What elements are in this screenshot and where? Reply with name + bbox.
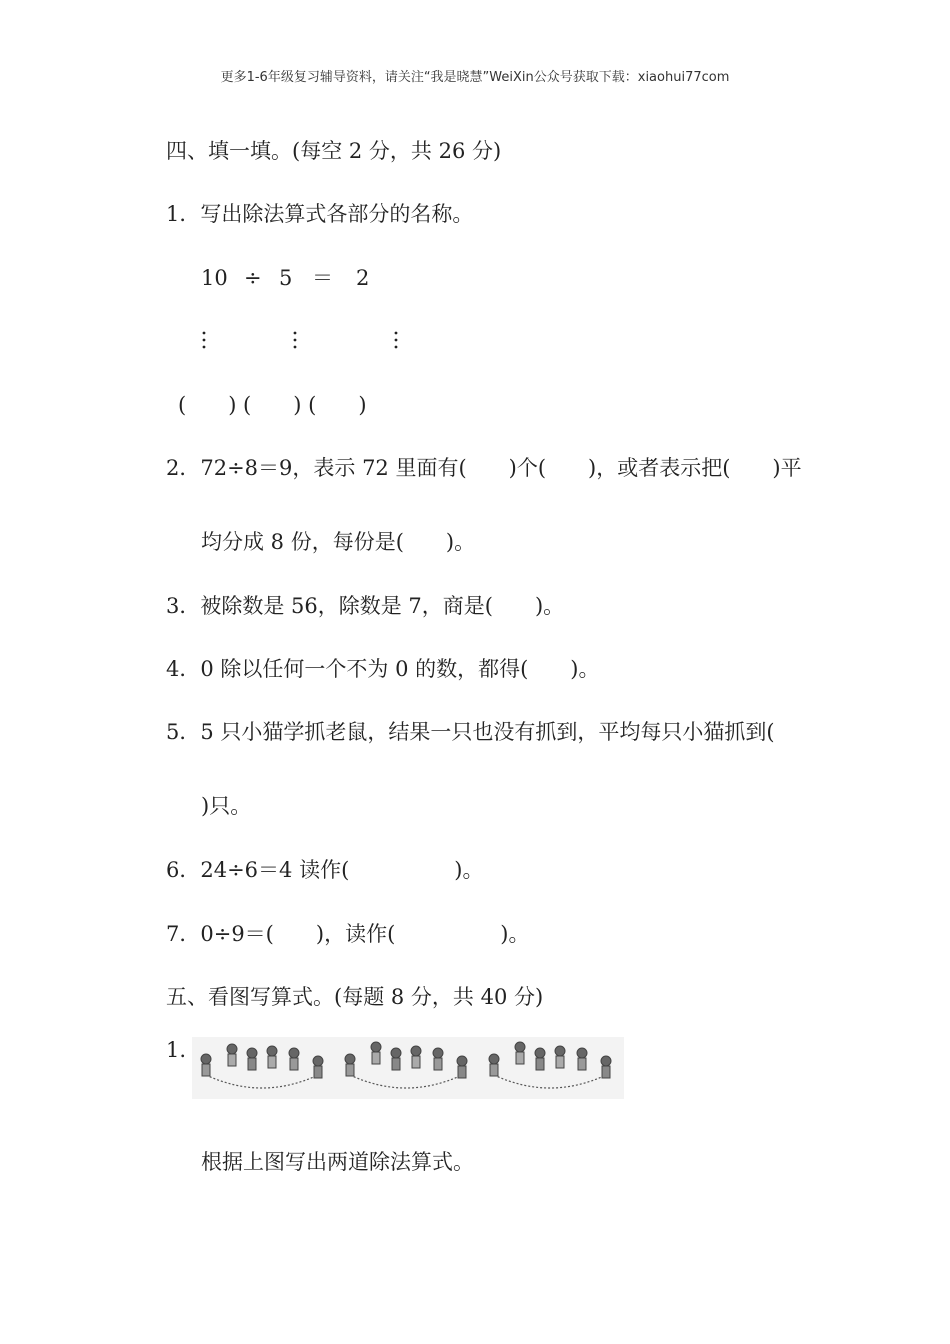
section-5-title: 五、看图写算式。(每题 8 分，共 40 分) [166,985,544,1009]
question-5-1-label: 1. [166,1038,187,1062]
child-figure [433,1048,443,1058]
pointer-dot [294,332,297,335]
section-4-title: 四、填一填。(每空 2 分，共 26 分) [166,139,502,163]
question-4-7: 7．0÷9＝( )，读作( )。 [166,922,530,946]
question-4-3: 3．被除数是 56，除数是 7，商是( )。 [166,594,565,618]
child-figure [201,1054,211,1064]
equation-equals: ＝ [312,266,333,290]
pointer-dots [196,330,416,352]
equation-dividend: 10 [201,266,228,290]
child-figure [313,1056,323,1066]
child-figure [489,1054,499,1064]
child-figure [515,1042,525,1052]
question-4-2-line-1: 2．72÷8＝9，表示 72 里面有( )个( )，或者表示把( )平 [166,456,802,480]
pointer-dot [395,346,398,349]
pointer-dot [294,346,297,349]
child-figure [371,1042,381,1052]
child-figure [247,1048,257,1058]
question-4-5-line-2: )只。 [201,794,252,818]
child-figure [411,1046,421,1056]
child-figure [535,1048,545,1058]
answer-blanks: ( ) ( ) ( ) [178,393,367,417]
pointer-dot [395,332,398,335]
children-jump-rope-illustration [192,1037,624,1099]
pointer-dot [395,339,398,342]
question-4-6: 6．24÷6＝4 读作( )。 [166,858,484,882]
question-4-1: 1．写出除法算式各部分的名称。 [166,202,474,226]
equation-quotient: 2 [356,266,370,290]
child-figure [601,1056,611,1066]
equation-divide-sign: ÷ [244,266,262,290]
child-figure [457,1056,467,1066]
child-figure [391,1048,401,1058]
child-figure [289,1048,299,1058]
child-figure [227,1044,237,1054]
page-header-notice: 更多1-6年级复习辅导资料，请关注“我是晓慧”WeiXin公众号获取下载：xiaohui77com [220,70,730,85]
equation-divisor: 5 [279,266,293,290]
pointer-dot [294,339,297,342]
question-4-5-line-1: 5．5 只小猫学抓老鼠，结果一只也没有抓到，平均每只小猫抓到( [166,720,775,744]
child-figure [267,1046,277,1056]
pointer-dot [203,339,206,342]
question-5-1-instruction: 根据上图写出两道除法算式。 [201,1150,474,1174]
child-figure [345,1054,355,1064]
child-figure [577,1048,587,1058]
question-4-4: 4．0 除以任何一个不为 0 的数，都得( )。 [166,657,600,681]
pointer-dot [203,346,206,349]
child-figure [555,1046,565,1056]
question-4-2-line-2: 均分成 8 份，每份是( )。 [201,530,476,554]
pointer-dot [203,332,206,335]
